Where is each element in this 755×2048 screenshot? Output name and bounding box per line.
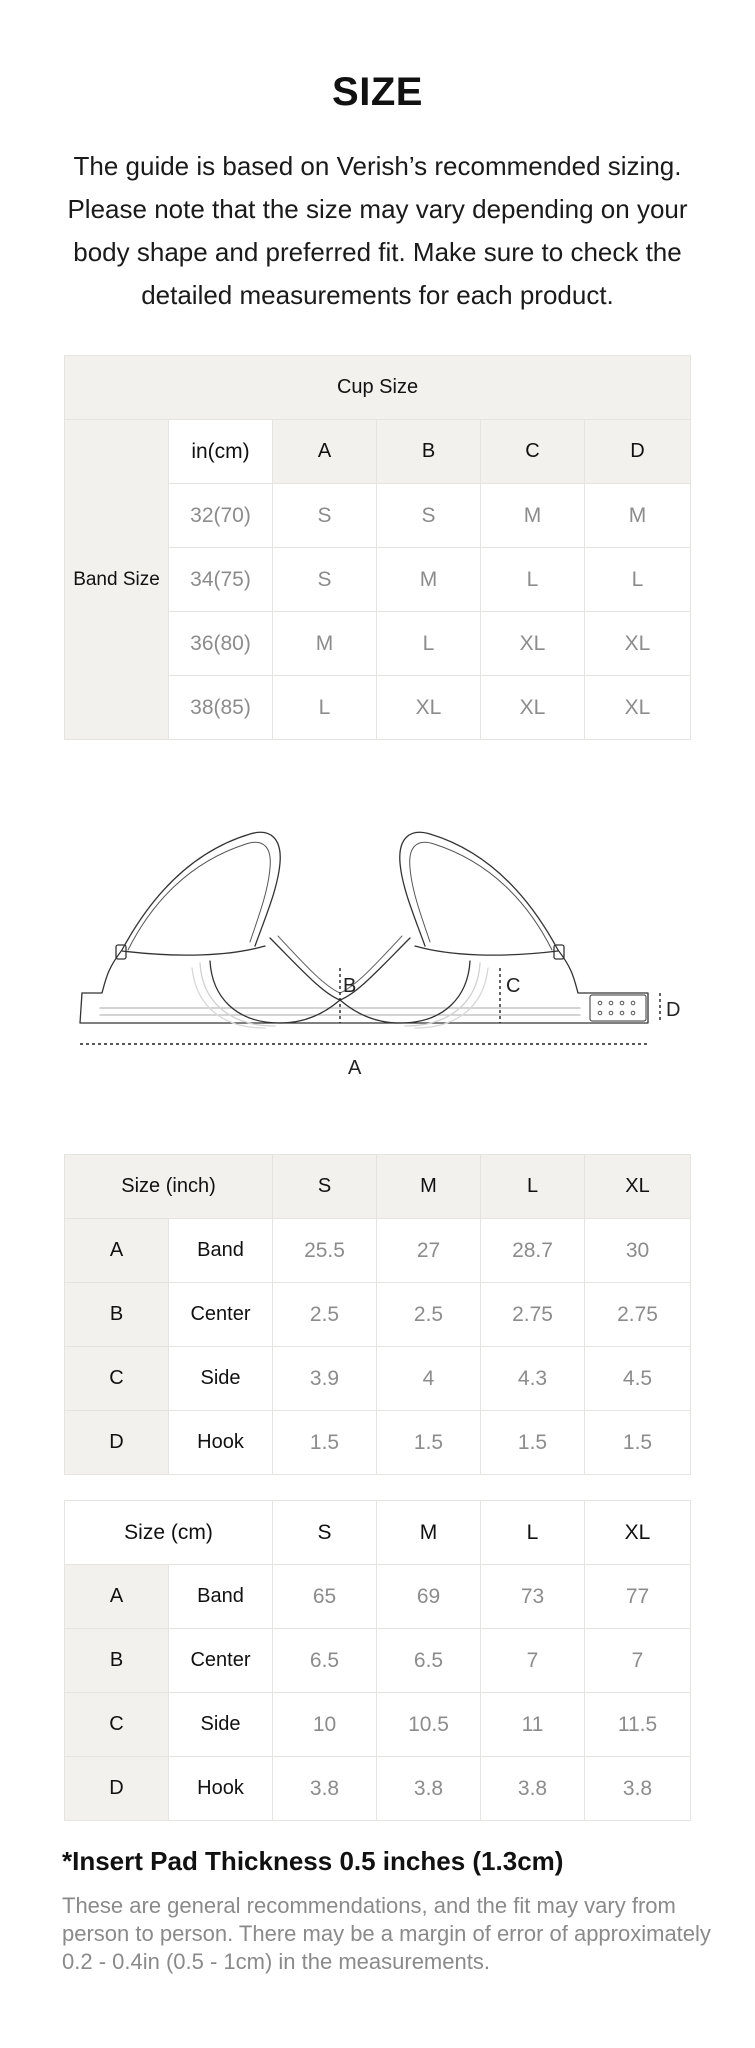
value-cell: 1.5 [481, 1411, 585, 1475]
band-value: 38(85) [169, 676, 273, 740]
value-cell: 4.5 [585, 1347, 691, 1411]
bra-measurement-diagram [60, 818, 690, 1088]
label-a: A [348, 1057, 362, 1079]
label-b: B [343, 975, 357, 997]
size-header: L [481, 1501, 585, 1565]
left-underwire [210, 961, 340, 1023]
band-value: 36(80) [169, 612, 273, 676]
measure-code: A [65, 1219, 169, 1283]
value-cell: 3.8 [585, 1757, 691, 1821]
value-cell: 3.8 [481, 1757, 585, 1821]
label-c: C [506, 975, 521, 997]
value-cell: 6.5 [273, 1629, 377, 1693]
measure-code: D [65, 1757, 169, 1821]
size-header: S [273, 1155, 377, 1219]
table-row [65, 1693, 691, 1757]
size-cell: M [273, 612, 377, 676]
measure-code: C [65, 1693, 169, 1757]
value-cell: 4.3 [481, 1347, 585, 1411]
right-strap [400, 832, 585, 993]
table-row [65, 1283, 691, 1347]
size-cell: XL [585, 612, 691, 676]
size-header: XL [585, 1155, 691, 1219]
value-cell: 77 [585, 1565, 691, 1629]
measure-name: Band [169, 1219, 273, 1283]
cup-size-caption: Cup Size [65, 356, 691, 420]
value-cell: 1.5 [585, 1411, 691, 1475]
insert-pad-note: *Insert Pad Thickness 0.5 inches (1.3cm) [62, 1846, 564, 1876]
cup-header: D [585, 420, 691, 484]
inch-measurement-table [64, 1154, 691, 1475]
size-cell: L [481, 548, 585, 612]
size-cell: S [273, 484, 377, 548]
size-cell: M [585, 484, 691, 548]
band-value: 34(75) [169, 548, 273, 612]
measure-code: D [65, 1411, 169, 1475]
size-cell: L [377, 612, 481, 676]
value-cell: 2.5 [377, 1283, 481, 1347]
measure-name: Center [169, 1629, 273, 1693]
table-row [65, 1411, 691, 1475]
measure-name: Band [169, 1565, 273, 1629]
cm-measurement-table [64, 1500, 691, 1821]
right-cup-edge [415, 946, 558, 955]
size-cell: XL [585, 676, 691, 740]
measure-name: Side [169, 1693, 273, 1757]
value-cell: 10.5 [377, 1693, 481, 1757]
value-cell: 3.8 [273, 1757, 377, 1821]
hook-and-eye [590, 995, 646, 1021]
size-header: L [481, 1155, 585, 1219]
size-header: M [377, 1501, 481, 1565]
size-cell: XL [481, 676, 585, 740]
value-cell: 11.5 [585, 1693, 691, 1757]
band-value: 32(70) [169, 484, 273, 548]
unit-header: in(cm) [169, 420, 273, 484]
cup-header: A [273, 420, 377, 484]
value-cell: 7 [481, 1629, 585, 1693]
value-cell: 6.5 [377, 1629, 481, 1693]
size-cell: M [377, 548, 481, 612]
value-cell: 3.8 [377, 1757, 481, 1821]
value-cell: 30 [585, 1219, 691, 1283]
size-cell: S [273, 548, 377, 612]
value-cell: 3.9 [273, 1347, 377, 1411]
measure-name: Side [169, 1347, 273, 1411]
measure-code: B [65, 1283, 169, 1347]
measure-name: Hook [169, 1757, 273, 1821]
value-cell: 73 [481, 1565, 585, 1629]
table-row [65, 1565, 691, 1629]
page-title: SIZE [332, 70, 423, 114]
right-underwire [340, 961, 470, 1023]
size-cell: XL [481, 612, 585, 676]
left-cup-edge [122, 946, 265, 955]
value-cell: 65 [273, 1565, 377, 1629]
value-cell: 69 [377, 1565, 481, 1629]
cm-header: Size (cm) [65, 1501, 273, 1565]
fit-disclaimer: These are general recommendations, and the fit may vary from person to person. There may be a margin of error of approximately 0.2 - 0.4in (0.5 - 1cm) in the measurements. [62, 1893, 711, 1974]
value-cell: 1.5 [273, 1411, 377, 1475]
intro-text: The guide is based on Verish’s recommended sizing. Please note that the size may vary depending on your body shape and preferred fit. Make sure to check the detailed measurements for each product. [67, 151, 688, 310]
cup-header: B [377, 420, 481, 484]
value-cell: 25.5 [273, 1219, 377, 1283]
size-header: XL [585, 1501, 691, 1565]
band-size-label: Band Size [65, 420, 169, 740]
size-cell: XL [377, 676, 481, 740]
measure-code: A [65, 1565, 169, 1629]
size-header: M [377, 1155, 481, 1219]
value-cell: 7 [585, 1629, 691, 1693]
cup-header: C [481, 420, 585, 484]
value-cell: 10 [273, 1693, 377, 1757]
size-cell: M [481, 484, 585, 548]
table-row [65, 1219, 691, 1283]
value-cell: 2.75 [481, 1283, 585, 1347]
size-cell: L [585, 548, 691, 612]
size-header: S [273, 1501, 377, 1565]
table-row [65, 1629, 691, 1693]
measure-code: C [65, 1347, 169, 1411]
value-cell: 27 [377, 1219, 481, 1283]
value-cell: 2.75 [585, 1283, 691, 1347]
table-row [65, 1757, 691, 1821]
value-cell: 11 [481, 1693, 585, 1757]
size-cell: L [273, 676, 377, 740]
measure-name: Hook [169, 1411, 273, 1475]
value-cell: 2.5 [273, 1283, 377, 1347]
measure-name: Center [169, 1283, 273, 1347]
inch-header: Size (inch) [65, 1155, 273, 1219]
table-row [65, 1347, 691, 1411]
cup-size-table [64, 355, 691, 740]
left-strap [82, 832, 280, 993]
value-cell: 28.7 [481, 1219, 585, 1283]
value-cell: 4 [377, 1347, 481, 1411]
label-d: D [666, 999, 681, 1021]
size-cell: S [377, 484, 481, 548]
value-cell: 1.5 [377, 1411, 481, 1475]
measure-code: B [65, 1629, 169, 1693]
